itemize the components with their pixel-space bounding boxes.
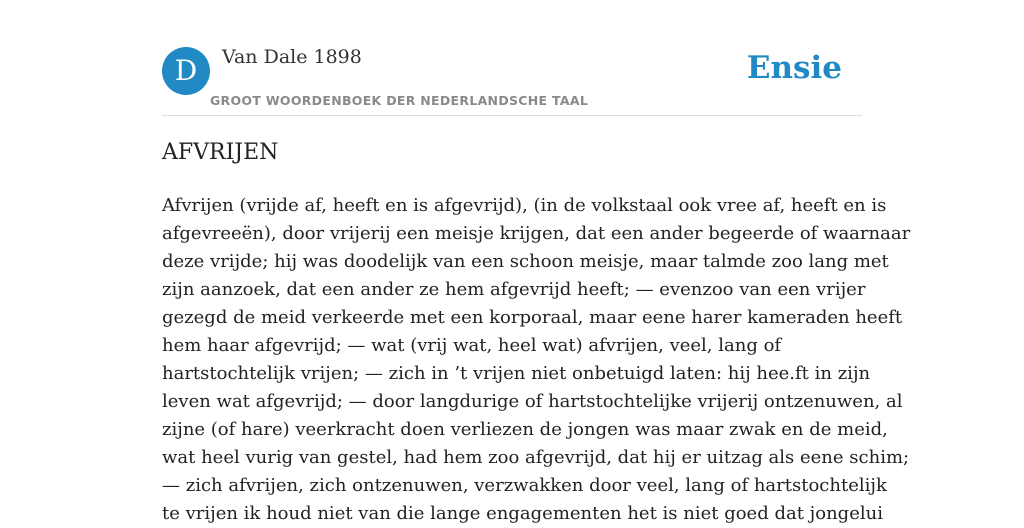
definition-line: hartstochtelijk vrijen; — zich in ’t vrijen niet onbetuigd laten: hij hee.ft in zijn <box>162 363 871 384</box>
definition-line: wat heel vurig van gestel, had hem zoo afgevrijd, dat hij er uitzag als eene schim; <box>162 447 910 468</box>
header-divider <box>162 115 862 116</box>
definition-line: leven wat afgevrijd; — door langdurige of hartstochtelijke vrijerij ontzenuwen, al <box>162 391 903 412</box>
definition-line: hem haar afgevrijd; — wat (vrij wat, heel wat) afvrijen, veel, lang of <box>162 335 782 356</box>
entry-headword: AFVRIJEN <box>162 140 279 165</box>
definition-line: zijn aanzoek, dat een ander ze hem afgevrijd heeft; — evenzoo van een vrijer <box>162 279 866 300</box>
definition-line: zijne (of hare) veerkracht doen verliezen de jongen was maar zwak en de meid, <box>162 419 888 440</box>
definition-line: Afvrijen (vrijde af, heeft en is afgevrijd), (in de volkstaal ook vree af, heeft en is <box>162 195 887 216</box>
ensie-logo[interactable]: Ensie <box>746 50 842 86</box>
definition-line: — zich afvrijen, zich ontzenuwen, verzwakken door veel, lang of hartstochtelijk <box>162 475 887 496</box>
dictionary-subtitle: GROOT WOORDENBOEK DER NEDERLANDSCHE TAAL <box>210 93 589 108</box>
dictionary-logo[interactable] <box>162 47 210 95</box>
definition-line: gezegd de meid verkeerde met een korporaal, maar eene harer kameraden heeft <box>162 307 903 328</box>
definition-line: afgevreeën), door vrijerij een meisje krijgen, dat een ander begeerde of waarnaar <box>162 223 911 244</box>
definition-line: te vrijen ik houd niet van die lange engagementen het is niet goed dat jongelui <box>162 503 883 524</box>
entry-definition <box>162 192 911 528</box>
definition-line: deze vrijde; hij was doodelijk van een schoon meisje, maar talmde zoo lang met <box>162 251 889 272</box>
dictionary-title[interactable]: Van Dale 1898 <box>222 46 362 68</box>
entry-page <box>162 0 911 524</box>
logo-letter: D <box>174 54 198 87</box>
